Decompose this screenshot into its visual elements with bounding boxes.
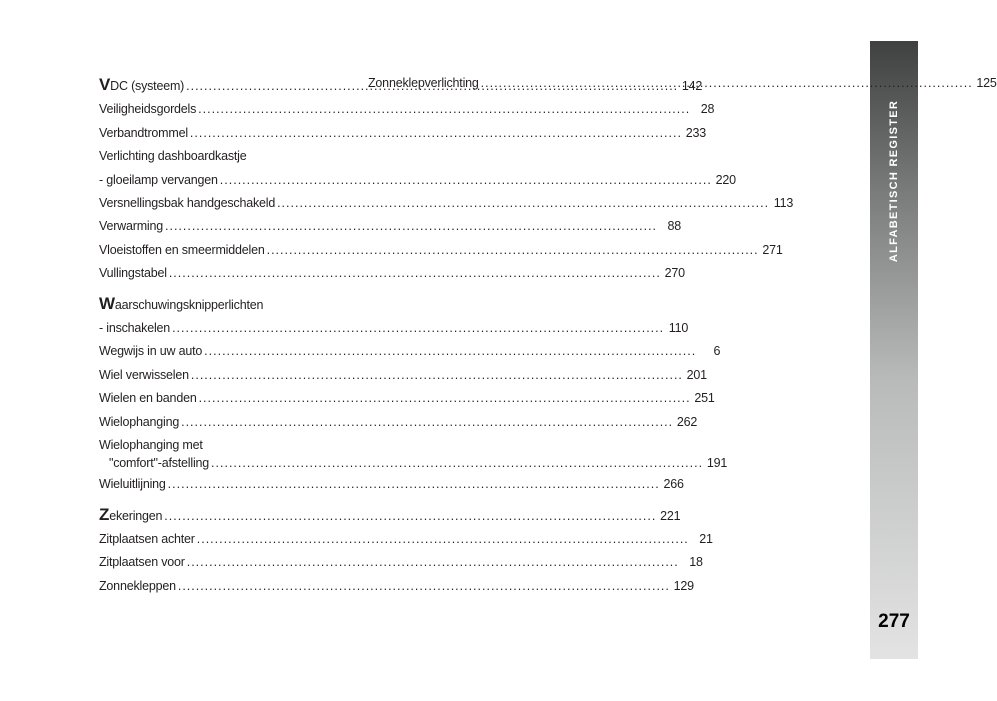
- index-entry: [99, 239, 783, 262]
- entry-page: 191: [706, 456, 728, 471]
- entry-label: Vloeistoffen en smeermiddelen: [99, 242, 265, 257]
- entry-page: 220: [715, 172, 736, 187]
- entry-label-line2: "comfort"-afstelling: [109, 456, 210, 471]
- index-entry: [99, 215, 682, 238]
- index-entry: [99, 192, 794, 215]
- entry-label: Wielen en banden: [99, 391, 197, 406]
- entry-page: 21: [699, 531, 713, 546]
- leader-dots: [277, 192, 769, 215]
- page-number: 277: [878, 611, 910, 632]
- leader-dots: [181, 411, 673, 434]
- entry-label: Versnellingsbak handgeschakeld: [99, 196, 276, 211]
- entry-label: Wieluitlijning: [99, 477, 166, 492]
- entry-label: Verbandtrommel: [99, 125, 188, 140]
- index-entry-heading: [99, 294, 330, 317]
- entry-page: 221: [660, 508, 681, 523]
- entry-page: 251: [694, 391, 715, 406]
- entry-page: 201: [686, 367, 707, 382]
- leader-dots: [267, 239, 759, 262]
- entry-label: Zitplaatsen voor: [99, 555, 185, 570]
- side-tab: [870, 41, 918, 659]
- section-initial-z: Z: [99, 504, 110, 524]
- entry-page: 110: [668, 321, 689, 336]
- index-entry: [99, 122, 706, 145]
- entry-page: 18: [689, 555, 703, 570]
- index-entry: [99, 340, 721, 363]
- entry-page: 270: [664, 266, 685, 281]
- index-entry: [99, 411, 698, 434]
- leader-dots: [165, 215, 657, 238]
- index-entry: [99, 169, 736, 192]
- entry-label: Vullingstabel: [99, 266, 167, 281]
- entry-label: Wegwijs in uw auto: [99, 344, 203, 359]
- entry-label: VDC (systeem): [99, 75, 185, 94]
- leader-dots: [199, 387, 691, 410]
- leader-dots: [197, 528, 689, 551]
- leader-dots: [481, 72, 973, 95]
- entry-page: 6: [713, 344, 721, 359]
- leader-dots: [172, 317, 664, 340]
- entry-page: 233: [685, 125, 706, 140]
- index-entry: [99, 528, 713, 551]
- entry-page: 142: [681, 79, 703, 93]
- leader-dots: [204, 340, 696, 363]
- leader-dots: [164, 505, 656, 528]
- index-entry: [99, 317, 689, 340]
- entry-page: 271: [762, 242, 783, 257]
- entry-page: 125: [976, 76, 997, 90]
- entry-page: 266: [663, 477, 684, 492]
- entry-label: - inschakelen: [99, 321, 171, 336]
- leader-dots: [198, 98, 690, 121]
- leader-dots: [191, 364, 683, 387]
- entry-label: Wiel verwisselen: [99, 367, 189, 382]
- index-entry: [99, 575, 694, 598]
- entry-label: Waarschuwingsknipperlichten: [99, 293, 264, 313]
- entry-label: Zonnekleppen: [99, 578, 176, 593]
- index-entry-heading: [99, 145, 330, 168]
- entry-label: Verwarming: [99, 219, 163, 234]
- leader-dots: [211, 454, 703, 473]
- index-entry: [99, 551, 703, 574]
- leader-dots: [190, 122, 682, 145]
- index-entry: [99, 387, 715, 410]
- entry-label-line1: Wielophanging met: [99, 438, 203, 453]
- index-entry: [99, 98, 715, 121]
- leader-dots: [168, 473, 660, 496]
- entry-label: Veiligheidsgordels: [99, 102, 197, 117]
- section-gap: [99, 286, 330, 294]
- entry-label: Zonneklepverlichting: [368, 76, 479, 90]
- entry-label: Wielophanging: [99, 414, 180, 429]
- entry-label: Zitplaatsen achter: [99, 531, 195, 546]
- entry-page: 88: [667, 219, 682, 234]
- section-title: ALFABETISCH REGISTER: [888, 99, 901, 263]
- leader-dots: [178, 575, 670, 598]
- entry-label: Verlichting dashboardkastje: [99, 149, 247, 164]
- index-entry: [99, 473, 684, 496]
- index-entry-zekeringen: [99, 504, 681, 528]
- entry-label: Zekeringen: [99, 504, 163, 524]
- index-entry-multiline: [99, 437, 728, 473]
- index-entry: [99, 364, 707, 387]
- entry-label: - gloeilamp vervangen: [99, 172, 218, 187]
- entry-page: 129: [673, 578, 694, 593]
- section-initial-v: V: [99, 75, 111, 94]
- leader-dots: [220, 169, 712, 192]
- index-entry: [99, 262, 685, 285]
- section-gap: [99, 497, 330, 505]
- leader-dots: [187, 551, 679, 574]
- index-entry: [99, 454, 728, 473]
- leader-dots: [169, 262, 661, 285]
- entry-page: 28: [700, 102, 715, 117]
- entry-page: 113: [773, 196, 794, 211]
- entry-page: 262: [676, 414, 698, 429]
- section-initial-w: W: [99, 293, 115, 313]
